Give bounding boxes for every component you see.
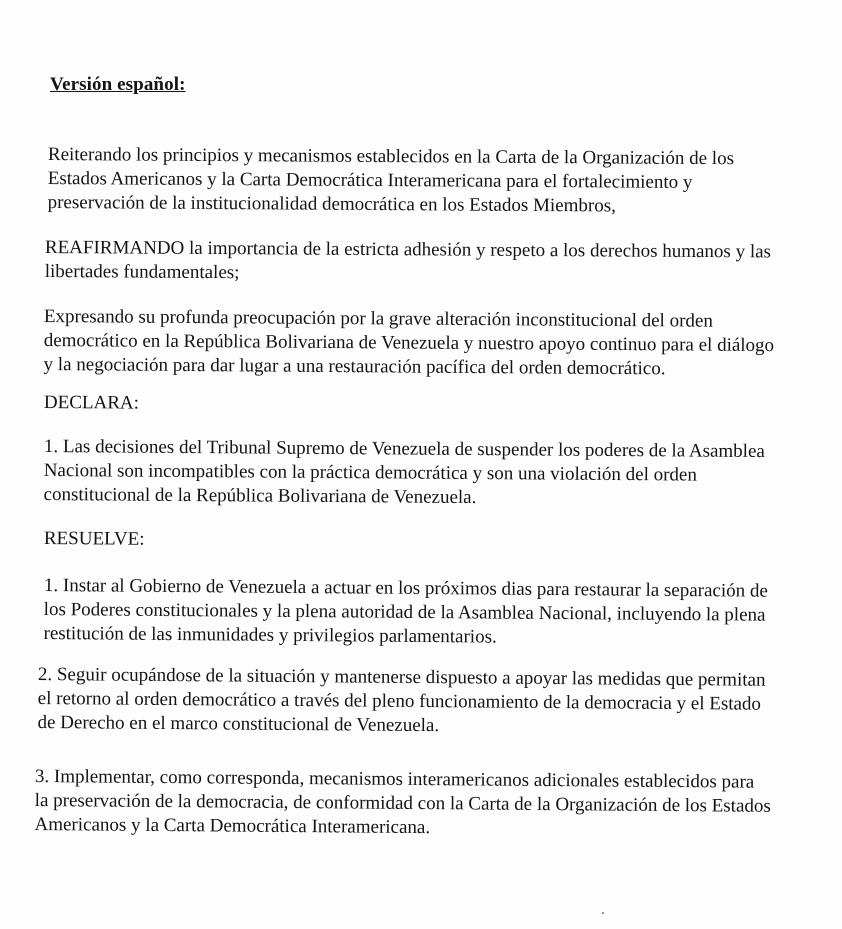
resuelve-item-1: 1. Instar al Gobierno de Venezuela a actuar en los próximos dias para restaurar la separación de los Poderes constitucionales y la plena autoridad de la Asamblea Nacional, incluyendo la plena restitución de las inmunidades y privilegios parlamentarios. xyxy=(43,574,768,648)
preamble-expresando: Expresando su profunda preocupación por la grave alteración inconstitucional del orden democrático en la República Bolivariana de Venezuela y nuestro apoyo continuo para el diálogo y la negociación para dar lugar a una restauración pacífica del orden democrático. xyxy=(43,305,775,380)
resuelve-item-3: 3. Implementar, como corresponda, mecanismos interamericanos adicionales establecidos para la preservación de la democracia, de conformidad con la Carta de la Organización de los Estados Americanos y la Carta Democrática Interamericana. xyxy=(34,765,771,839)
section-declara-title: DECLARA: xyxy=(43,391,139,414)
declara-item-1: 1. Las decisiones del Tribunal Supremo de Venezuela de suspender los poderes de la Asamblea Nacional son incompatibles con la práctica democrática y son una violación del orden constitucional de la República Bolivariana de Venezuela. xyxy=(43,435,765,509)
section-resuelve-title: RESUELVE: xyxy=(43,528,145,550)
document-heading: Versión español: xyxy=(50,74,186,95)
preamble-reiterando: Reiterando los principios y mecanismos establecidos en la Carta de la Organización de los Estados Americanos y la Carta Democrática Interamericana para el fortalecimiento y preservación de la institucionalidad democrática en los Estados Miembros, xyxy=(47,143,735,217)
scan-speck xyxy=(602,912,604,914)
preamble-reafirmando: REAFIRMANDO la importancia de la estricta adhesión y respeto a los derechos humanos y las libertades fundamentales; xyxy=(44,236,772,284)
resuelve-item-2: 2. Seguir ocupándose de la situación y mantenerse dispuesto a apoyar las medidas que permitan el retorno al orden democrático a través del pleno funcionamiento de la democracia y el Estado de Derecho en el marco constitucional de Venezuela. xyxy=(37,663,766,737)
